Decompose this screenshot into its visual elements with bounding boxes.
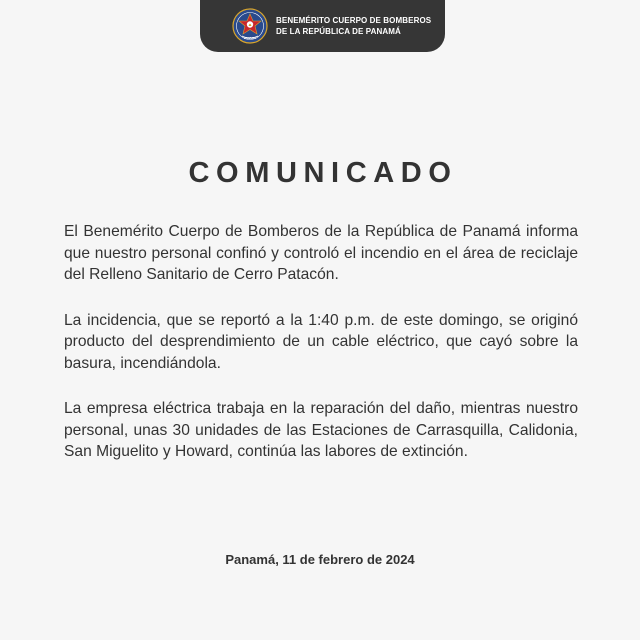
firefighter-seal-icon	[232, 8, 268, 44]
org-name-line2: DE LA REPÚBLICA DE PANAMÁ	[276, 27, 401, 36]
dateline: Panamá, 11 de febrero de 2024	[225, 552, 415, 567]
organization-name	[276, 15, 431, 37]
paragraph-3: La empresa eléctrica trabaja en la reparación del daño, mientras nuestro personal, unas 30 unidades de las Estaciones de Carrasquilla, Calidonia, San Miguelito y Howard, continúa las labores de extinción.	[64, 400, 578, 460]
header-banner	[200, 0, 445, 52]
org-name-line1: BENEMÉRITO CUERPO DE BOMBEROS	[276, 16, 432, 25]
seal-text: PANAMÁ	[243, 37, 257, 41]
document-title: COMUNICADO	[188, 157, 458, 189]
paragraph-1: El Benemérito Cuerpo de Bomberos de la República de Panamá informa que nuestro personal confinó y controló el incendio en el área de reciclaje del Relleno Sanitario de Cerro Patacón.	[64, 223, 578, 283]
document-body	[64, 221, 578, 487]
paragraph-2: La incidencia, que se reportó a la 1:40 p.m. de este domingo, se originó producto del desprendimiento de un cable eléctrico, que cayó sobre la basura, incendiándola.	[64, 311, 578, 372]
